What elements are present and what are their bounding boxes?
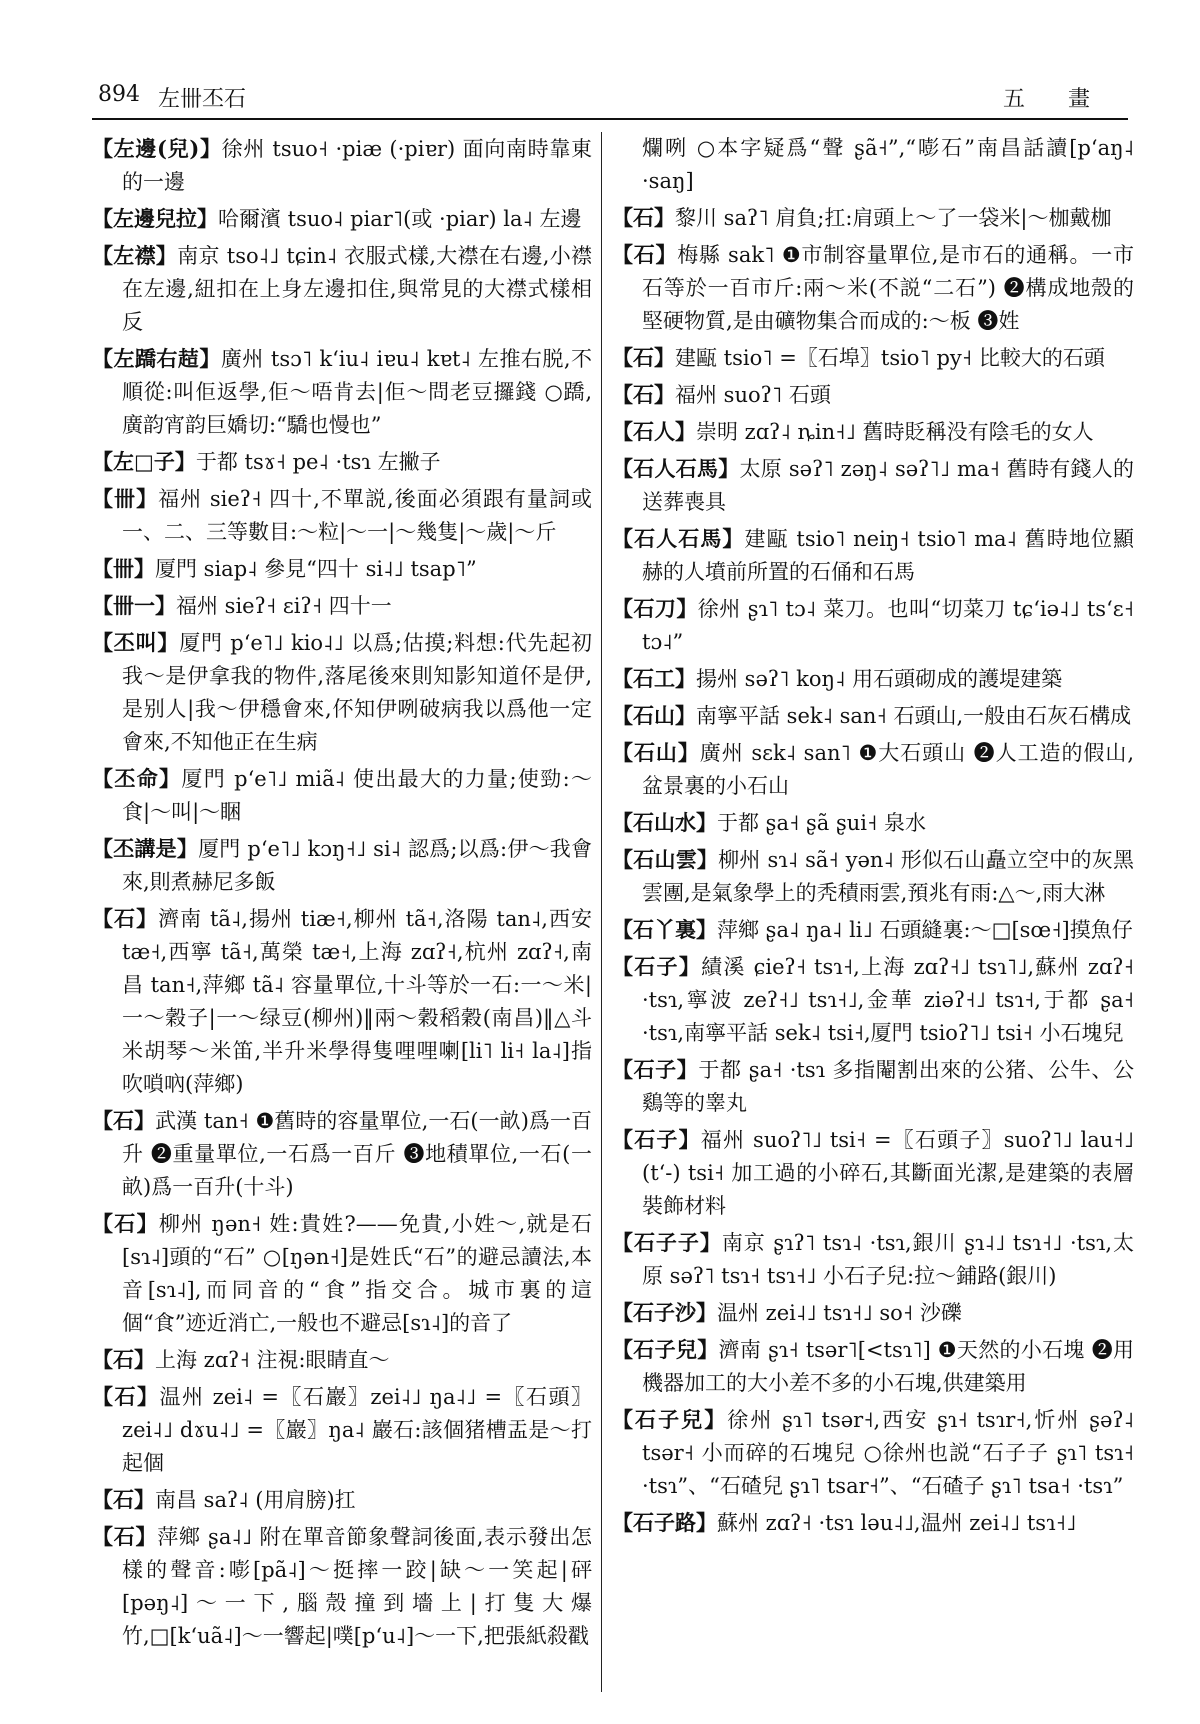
- entry-headword: 【石子路】: [612, 1510, 717, 1535]
- dictionary-entry: [92, 1207, 592, 1340]
- entry-definition: 梅縣 sak˥ ❶市制容量單位,是市石的通稱。一市石等於一百市斤:兩～米(不説“二石”) ❷構成地殼的堅硬物質,是由礦物集合而成的:～板 ❸姓: [642, 243, 1134, 333]
- dictionary-entry: [612, 1333, 1134, 1400]
- entry-headword: 【石刀】: [612, 596, 698, 621]
- entry-headword: 【左蹻右趌】: [92, 346, 221, 371]
- entry-headword: 【石】: [92, 1108, 156, 1133]
- entry-definition: 柳州 ŋən˧ 姓:貴姓?——免貴,小姓～,就是石[sɿ˨]頭的“石” ○[ŋən˧]是姓氏“石”的避忌讀法,本音[sɿ˨],而同音的“食”指交合。城市裏的這個“食”迹近消亡,一般也不避忌[sɿ˨]的音了: [122, 1212, 592, 1335]
- entry-definition: 萍鄉 ʂa˨ ŋa˨ li˩ 石頭縫裏:～□[sœ˧]摸魚仔: [717, 918, 1133, 942]
- stroke-section-label: 五 畫: [1003, 87, 1108, 112]
- entry-definition: 温州 zei˨˩ tsɿ˧˩ so˧ 沙礫: [717, 1301, 962, 1325]
- entry-definition: 厦門 pʻe˥˩ kɔŋ˧˩ si˨ 認爲;以爲:伊～我會來,則煮赫尼多飯: [122, 837, 592, 894]
- entry-headword: 【石】: [92, 1347, 155, 1372]
- entry-headword: 【石子】: [612, 954, 702, 979]
- dictionary-entry: [612, 843, 1134, 910]
- entry-headword: 【石】: [612, 345, 675, 370]
- entry-headword: 【丕命】: [92, 766, 182, 791]
- entry-definition: 萍鄉 ʂa˨˩ 附在單音節象聲詞後面,表示發出怎樣的聲音:嘭[pã˨]～挺摔一跤|缺～一笑起|砰[pəŋ˨]～一下,腦殼撞到墻上|打隻大爆竹,□[kʻuã˨]～一響起|噗[pʻu˨]～一下,把張紙殺戳: [122, 1525, 592, 1648]
- entry-headword: 【丕講是】: [92, 836, 199, 861]
- dictionary-entry: [612, 806, 1134, 840]
- entry-definition: 于都 tsɤ˧ pe˨ ·tsɿ 左撇子: [195, 450, 441, 474]
- headword-range: 左卌丕石: [158, 87, 247, 112]
- entry-definition: 厦門 pʻe˥˩ kio˨˩ 以爲;估摸;料想:代先起初我～是伊拿我的物件,落尾後來則知影知道伓是伊,是别人|我～伊穩會來,伓知伊咧破病我以爲他一定會來,不知他正在生病: [122, 631, 593, 754]
- entry-headword: 【卌】: [92, 486, 159, 511]
- dictionary-entry: [92, 626, 592, 759]
- dictionary-entry: [92, 342, 592, 442]
- entry-definition: 蘇州 zɑʔ˧ ·tsɿ ləu˨˩,温州 zei˨˩ tsɿ˧˩: [717, 1511, 1077, 1535]
- entry-definition: 揚州 səʔ˥ koŋ˨ 用石頭砌成的護堤建築: [696, 667, 1063, 691]
- entry-definition: 廣州 sɛk˨ san˥ ❶大石頭山 ❷人工造的假山,盆景裏的小石山: [642, 741, 1134, 798]
- entry-headword: 【石】: [92, 1524, 158, 1549]
- dictionary-entry: [612, 132, 1134, 198]
- entry-definition: 建甌 tsio˥ neiŋ˧ tsio˥ ma˨ 舊時地位顯赫的人墳前所置的石俑和石馬: [642, 527, 1134, 584]
- entry-definition: 福州 suoʔ˥˩ tsi˧ =〖石頭子〗suoʔ˥˩ lau˧˩ (tʻ-) tsi˧ 加工過的小碎石,其斷面光潔,是建築的表層裝飾材料: [642, 1128, 1134, 1218]
- dictionary-entry: [612, 415, 1134, 449]
- dictionary-entry: [612, 662, 1134, 696]
- entry-definition: 南昌 saʔ˨ (用肩膀)扛: [155, 1488, 356, 1512]
- dictionary-entry: [92, 202, 592, 236]
- dictionary-entry: [92, 482, 592, 549]
- entry-definition: 柳州 sɿ˨ sã˧ yən˨ 形似石山矗立空中的灰黑雲團,是氣象學上的秃積雨雲,預兆有雨:△～,雨大淋: [642, 848, 1134, 905]
- entry-definition: 崇明 zɑʔ˨ ȵin˧˩ 舊時貶稱没有陰毛的女人: [696, 420, 1094, 444]
- entry-headword: 【左襟】: [92, 243, 178, 268]
- entry-headword: 【石人】: [612, 419, 696, 444]
- entry-definition: 上海 zɑʔ˧ 注視:眼睛直～: [155, 1348, 390, 1372]
- entry-headword: 【石】: [92, 1384, 160, 1409]
- entry-definition: 武漢 tan˧ ❶舊時的容量單位,一石(一畝)爲一百升 ❷重量單位,一石爲一百斤 ❸地積單位,一石(一畝)爲一百升(十斗): [122, 1109, 593, 1199]
- entry-definition: 太原 səʔ˥ zəŋ˨ səʔ˥˩ ma˧ 舊時有錢人的送葬喪具: [642, 457, 1134, 514]
- dictionary-entry: [92, 552, 592, 586]
- dictionary-entry: [92, 1380, 592, 1480]
- entry-headword: 【石子子】: [612, 1230, 722, 1255]
- entry-definition: 黎川 saʔ˥ 肩負;扛:肩頭上～了一袋米|～枷戴枷: [675, 206, 1112, 230]
- entry-headword: 【石子】: [612, 1057, 699, 1082]
- dictionary-entry: [612, 1053, 1134, 1120]
- entry-definition: 南京 ʂɿʔ˥ tsɿ˨ ·tsɿ,銀川 ʂɿ˨˩ tsɿ˧˩ ·tsɿ,太原 səʔ˥ tsɿ˧ tsɿ˧˩ 小石子兒:拉～鋪路(銀川): [642, 1231, 1134, 1288]
- entry-headword: 【卌一】: [92, 593, 176, 618]
- entry-definition: 濟南 ʂɿ˧ tsər˥[<tsɿ˥] ❶天然的小石塊 ❷用機器加工的大小差不多的小石塊,供建築用: [642, 1338, 1135, 1395]
- page-number: 894: [98, 82, 140, 107]
- entry-definition: 南京 tso˨˩ tɕin˨ 衣服式樣,大襟在右邊,小襟在左邊,紐扣在上身左邊扣住,與常見的大襟式樣相反: [122, 244, 593, 334]
- dictionary-entry: [92, 902, 592, 1101]
- entry-headword: 【石子】: [612, 1127, 701, 1152]
- entry-definition: 于都 ʂa˧ ʂã ʂui˧ 泉水: [717, 811, 927, 835]
- entry-headword: 【石子兒】: [612, 1407, 728, 1432]
- entry-definition: 廣州 tsɔ˥ kʻiu˨ iɐu˨ kɐt˨ 左推右脱,不順從:叫佢返學,佢～唔肯去|佢～問老豆攞錢 ○蹻,廣韵宵韵巨嬌切:“驕也慢也”: [122, 347, 593, 437]
- dictionary-entry: [612, 592, 1134, 659]
- dictionary-entry: [612, 378, 1134, 412]
- entry-definition: 福州 suoʔ˥ 石頭: [675, 383, 831, 407]
- dictionary-entry: [92, 832, 592, 899]
- column-divider: [601, 132, 602, 1692]
- entry-headword: 【卌】: [92, 556, 155, 581]
- entry-definition: 厦門 siap˨ 參見“四十 si˨˩ tsap˥”: [155, 557, 477, 581]
- dictionary-entry: [612, 452, 1134, 519]
- entry-headword: 【丕叫】: [92, 630, 180, 655]
- dictionary-entry: [612, 522, 1134, 589]
- entry-headword: 【左邊(兒)】: [92, 136, 222, 161]
- dictionary-entry: [612, 1506, 1134, 1540]
- dictionary-entry: [92, 1343, 592, 1377]
- entry-definition: 徐州 tsuo˧ ·piæ (·piɐr) 面向南時靠東的一邊: [122, 137, 592, 194]
- entry-headword: 【石子兒】: [612, 1337, 719, 1362]
- entry-headword: 【石】: [612, 382, 675, 407]
- dictionary-entry: [92, 445, 592, 479]
- entry-headword: 【左□子】: [92, 449, 196, 474]
- entry-headword: 【石人石馬】: [612, 526, 745, 551]
- entry-headword: 【石山水】: [612, 810, 717, 835]
- entry-definition: 于都 ʂa˧ ·tsɿ 多指閹割出來的公猪、公牛、公鷄等的睾丸: [642, 1058, 1135, 1115]
- entry-headword: 【石丫裏】: [612, 917, 717, 942]
- dictionary-entry: [612, 1403, 1134, 1503]
- entry-definition: 徐州 ʂɿ˥ tsər˧,西安 ʂɿ˧ tsɿr˧,忻州 ʂəʔ˨ tsər˧ 小而碎的石塊兒 ○徐州也説“石子子 ʂɿ˥ tsɿ˧ ·tsɿ”、“石碴兒 ʂɿ˥ tsar˧”、“石碴子 ʂɿ˥ tsa˧ ·tsɿ”: [642, 1408, 1135, 1498]
- entry-definition: 徐州 ʂɿ˥ tɔ˨ 菜刀。也叫“切菜刀 tɕʻiə˨˩ tsʻɛ˧ tɔ˨”: [642, 597, 1134, 654]
- entry-headword: 【石】: [92, 1487, 155, 1512]
- entry-definition: 爛咧 ○本字疑爲“聲 ʂã˧”,“嘭石”南昌話讀[pʻaŋ˨ ·saŋ]: [642, 136, 1134, 193]
- entry-definition: 建甌 tsio˥ =〖石埠〗tsio˥ py˧ 比較大的石頭: [675, 346, 1105, 370]
- dictionary-entry: [92, 1520, 592, 1653]
- entry-headword: 【石人石馬】: [612, 456, 740, 481]
- dictionary-entry: [612, 238, 1134, 338]
- entry-definition: 温州 zei˨ =〖石巖〗zei˨˩ ŋa˨˩ =〖石頭〗zei˨˩ dɤu˨˩ =〖巖〗ŋa˨ 巖石:該個猪槽盂是～打起個: [122, 1385, 593, 1475]
- dictionary-entry: [612, 1296, 1134, 1330]
- dictionary-entry: [612, 341, 1134, 375]
- dictionary-entry: [92, 762, 592, 829]
- entry-headword: 【石】: [92, 1211, 159, 1236]
- entry-definition: 厦門 pʻe˥˩ miã˨ 使出最大的力量;使勁:～食|～叫|～睏: [122, 767, 592, 824]
- entry-headword: 【石工】: [612, 666, 696, 691]
- entry-definition: 濟南 tã˨,揚州 tiæ˧,柳州 tã˧,洛陽 tan˨,西安 tæ˧,西寧 tã˧,萬榮 tæ˧,上海 zɑʔ˧,杭州 zɑʔ˧,南昌 tan˧,萍鄉 tã˨ 容量單位,十斗等於一石:一～米|一～穀子|一～绿豆(柳州)‖兩～穀稻穀(南昌)‖△斗米胡琴～米笛,半升米學得隻哩哩喇[li˥ li˧ la˨]指吹嗩吶(萍鄉): [122, 907, 593, 1096]
- entry-definition: 績溪 ɕieʔ˧ tsɿ˧,上海 zɑʔ˧˩ tsɿ˥˩,蘇州 zɑʔ˧ ·tsɿ,寧波 zeʔ˧˩ tsɿ˧˩,金華 ziəʔ˧˩ tsɿ˧,于都 ʂa˧ ·tsɿ,南寧平話 sek˨ tsi˧,厦門 tsioʔ˥˩ tsi˧ 小石塊兒: [642, 955, 1135, 1045]
- entry-headword: 【石山雲】: [612, 847, 719, 872]
- entry-definition: 南寧平話 sek˨ san˧ 石頭山,一般由石灰石構成: [696, 704, 1132, 728]
- dictionary-entry: [92, 1104, 592, 1204]
- header-rule: [92, 118, 1128, 120]
- entry-headword: 【石】: [612, 205, 675, 230]
- dictionary-entry: [612, 699, 1134, 733]
- dictionary-entry: [92, 1483, 592, 1517]
- dictionary-entry: [92, 239, 592, 339]
- entry-definition: 福州 sieʔ˧ 四十,不單説,後面必須跟有量詞或一、二、三等數目:～粒|～一|～幾隻|～歲|～斤: [122, 487, 592, 544]
- dictionary-entry: [612, 1123, 1134, 1223]
- dictionary-entry: [612, 736, 1134, 803]
- entry-headword: 【石山】: [612, 703, 696, 728]
- dictionary-entry: [92, 589, 592, 623]
- page-header: [92, 78, 1128, 114]
- entry-headword: 【左邊兒拉】: [92, 206, 218, 231]
- entry-headword: 【石】: [612, 242, 678, 267]
- dictionary-entry: [92, 132, 592, 199]
- dictionary-entry: [612, 1226, 1134, 1293]
- dictionary-entry: [612, 950, 1134, 1050]
- entry-headword: 【石子沙】: [612, 1300, 717, 1325]
- entry-definition: 哈爾濱 tsuo˨ piar˥(或 ·piar) la˨ 左邊: [218, 207, 582, 231]
- entry-headword: 【石山】: [612, 740, 700, 765]
- entry-headword: 【石】: [92, 906, 159, 931]
- entry-definition: 福州 sieʔ˧ ɛiʔ˧ 四十一: [176, 594, 392, 618]
- left-column: [92, 132, 592, 1656]
- right-column: [612, 132, 1134, 1543]
- dictionary-entry: [612, 913, 1134, 947]
- dictionary-entry: [612, 201, 1134, 235]
